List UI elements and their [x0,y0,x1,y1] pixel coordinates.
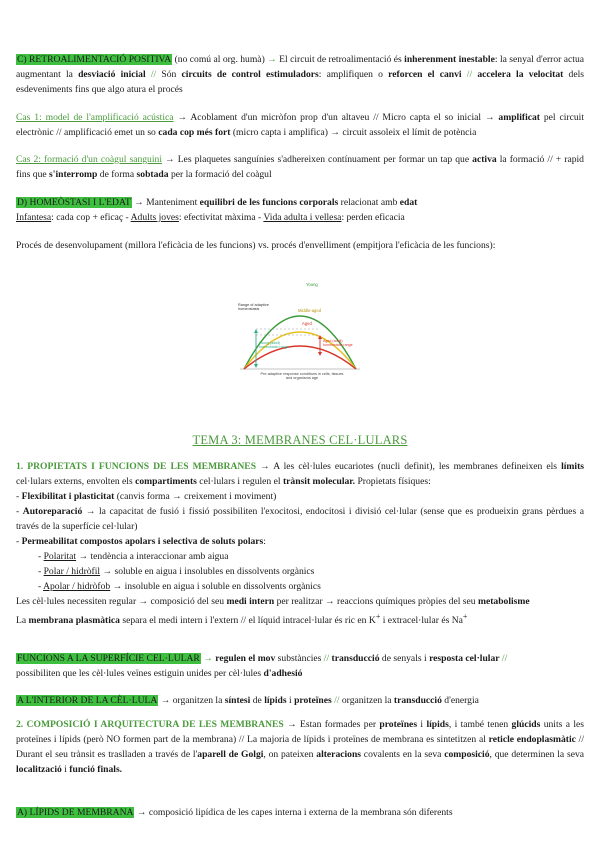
cas2-label: Cas 2: formació d'un coàgul sanguini [16,154,162,165]
hidrofob-item: - Apolar / hidròfob → insoluble en aigua i soluble en dissolvents orgànics [38,581,321,592]
cas2-paragraph: Cas 2: formació d'un coàgul sanguini → Les plaquetes sanguínies s'adhereixen contínuament per formar un tap que activa la formació // + rapid fins que s'interromp de forma sobtada per la formació del coàgul [16,154,584,180]
cas1-paragraph: Cas 1: model de l'amplificació acústica → Acoblament d'un micròfon prop d'un altaveu // Micro capta el so inicial → amplificat pel circuit electrònic // amplificació emet un so cada cop més fort (micro capta i amplifica) → circuit assoleix el límit de potència [16,112,584,138]
flex-item: - Flexibilitat i plasticitat (canvis forma → creixement i moviment) [16,491,277,502]
s2-heading: 2. COMPOSICIÓ I ARQUITECTURA DE LES MEMBRANES [16,719,284,730]
cas1-label: Cas 1: model de l'amplificació acústica [16,112,174,123]
auto-item: - Autoreparació → la capacitat de fusió i fissió possibiliten l'exocitosi, endocitosi i divisió cel·lular (sense que es produeixin grans pèrdues a través de la superfície cel·lular) [16,506,585,532]
young-range-label-box [259,341,295,355]
middle-aged-label: Middle-aged [298,308,322,313]
range-label: Range of adaptive homeostasis [238,303,269,312]
aged-range-label: Aged (adult) homeostatic range [323,339,353,348]
retro-paragraph: C) RETROALIMENTACIÓ POSITIVA (no comú al org. humà) → El circuit de retroalimentació és inherenment inestable: la senyal d'error actua augmentant la desviació inicial // Són circuits de control estimuladors: amplifiquen o reforcen el canvi // accelera la velocitat dels esdeveniments fins que algo atura el procés [16,54,585,95]
func-paragraph: FUNCIONS A LA SUPERFÍCIE CEL·LULAR → regulen el mov substàncies // transducció de senyals i resposta cel·lular // possibiliten que les cèl·lules veïnes estiguin unides per cèl·lules d'adhesió [16,653,508,679]
polaritat-item: - Polaritat → tendència a interaccionar amb aigua [38,551,229,562]
s2-paragraph: 2. COMPOSICIÓ I ARQUITECTURA DE LES MEMBRANES → Estan formades per proteïnes i lípids, i també tenen glúcids units a les proteïnes i lípids (però NO formen part de la membrana) // La majoria de lípids i proteïnes de membrana es sintetitzen al reticle endoplasmàtic // Durant el seu trànsit es traslladen a través de l'aparell de Golgi, on pateixen alteracions covalents en la seva composició, que determinen la seva localització i funció finals. [16,719,585,775]
inter-heading: A L'INTERIOR DE LA CÈL·LULA [17,695,158,706]
proces-text: Procés de desenvolupament (millora l'eficàcia de les funcions) vs. procés d'envelliment (empitjora l'eficàcia de les funcions): [16,240,496,251]
lipids-paragraph: A) LÍPIDS DE MEMBRANA → composició lipídica de les capes interna i externa de la membrana són diferents [17,807,453,818]
baseline-label: Pre-adaptive response conditions in cells, tissues and organisms age [260,372,344,381]
homeostasis-age-figure [236,269,364,399]
s1-heading: 1. PROPIETATS I FUNCIONS DE LES MEMBRANES [16,461,257,472]
homeo-heading: D) HOMEÒSTASI I L'EDAT [17,197,131,208]
s1-block: 1. PROPIETATS I FUNCIONS DE LES MEMBRANES → A les cèl·lules eucariotes (nucli definit), les membranes defineixen els límits cel·lulars externs, envolten els compartiments cel·lulars i regulen el trànsit molecular. Propietats físiques: - Flexibilitat i plasticitat (canvis forma → creixement i moviment) - Autoreparació → la capacitat de fusió i fissió possibiliten l'exocitosi, endocitosi i divisió cel·lular (sense que es produeixin grans pèrdues a través de la superfície cel·lular) - Permeabilitat compostos apolars i selectiva de soluts polars: - Polaritat → tendència a interaccionar amb aigua - Polar / hidròfil → soluble en aigua i insolubles en dissolvents orgànics - Apolar / hidròfob → insoluble en aigua i soluble en dissolvents orgànics Les cèl·lules necessiten regular → composició del seu medi intern per realitzar → reaccions químiques pròpies del seu metabolisme La membrana plasmàtica separa el medi intern i l'extern // el líquid intracel·lular és ric en K+ i extracel·lular és Na+ [16,461,585,627]
young-range-label: Young (adult) homeostatic range [259,341,289,350]
baseline-label-box [260,372,344,388]
membrana-line: La membrana plasmàtica separa el medi intern i l'extern // el líquid intracel·lular és ric en K+ i extracel·lular és Na+ [16,612,468,627]
lipids-heading: A) LÍPIDS DE MEMBRANA [17,807,134,818]
hidrofil-item: - Polar / hidròfil → soluble en aigua i insolubles en dissolvents orgànics [38,566,315,577]
aged-label: Aged [302,321,312,326]
aged-range-label-box [323,339,361,353]
retro-heading: C) RETROALIMENTACIÓ POSITIVA [17,54,172,65]
tema-title: TEMA 3: MEMBRANES CEL·LULARS [192,433,408,447]
range-label-box [238,303,276,317]
func-heading: FUNCIONS A LA SUPERFÍCIE CEL·LULAR [17,653,200,664]
perm-item: - Permeabilitat compostos apolars i selectiva de soluts polars: [16,536,266,547]
young-label: Young [306,282,318,287]
cellules-line: Les cèl·lules necessiten regular → composició del seu medi intern per realitzar → reaccions químiques pròpies del seu metabolisme [16,596,530,607]
inter-paragraph: A L'INTERIOR DE LA CÈL·LULA → organitzen la síntesi de lípids i proteïnes // organitzen la transducció d'energia [17,695,479,706]
homeo-paragraph: D) HOMEÒSTASI I L'EDAT → Manteniment equilibri de les funcions corporals relacionat amb edat Infantesa: cada cop + eficaç - Adults joves: efectivitat màxima - Vida adulta i vellesa: perden eficacia [16,197,418,223]
